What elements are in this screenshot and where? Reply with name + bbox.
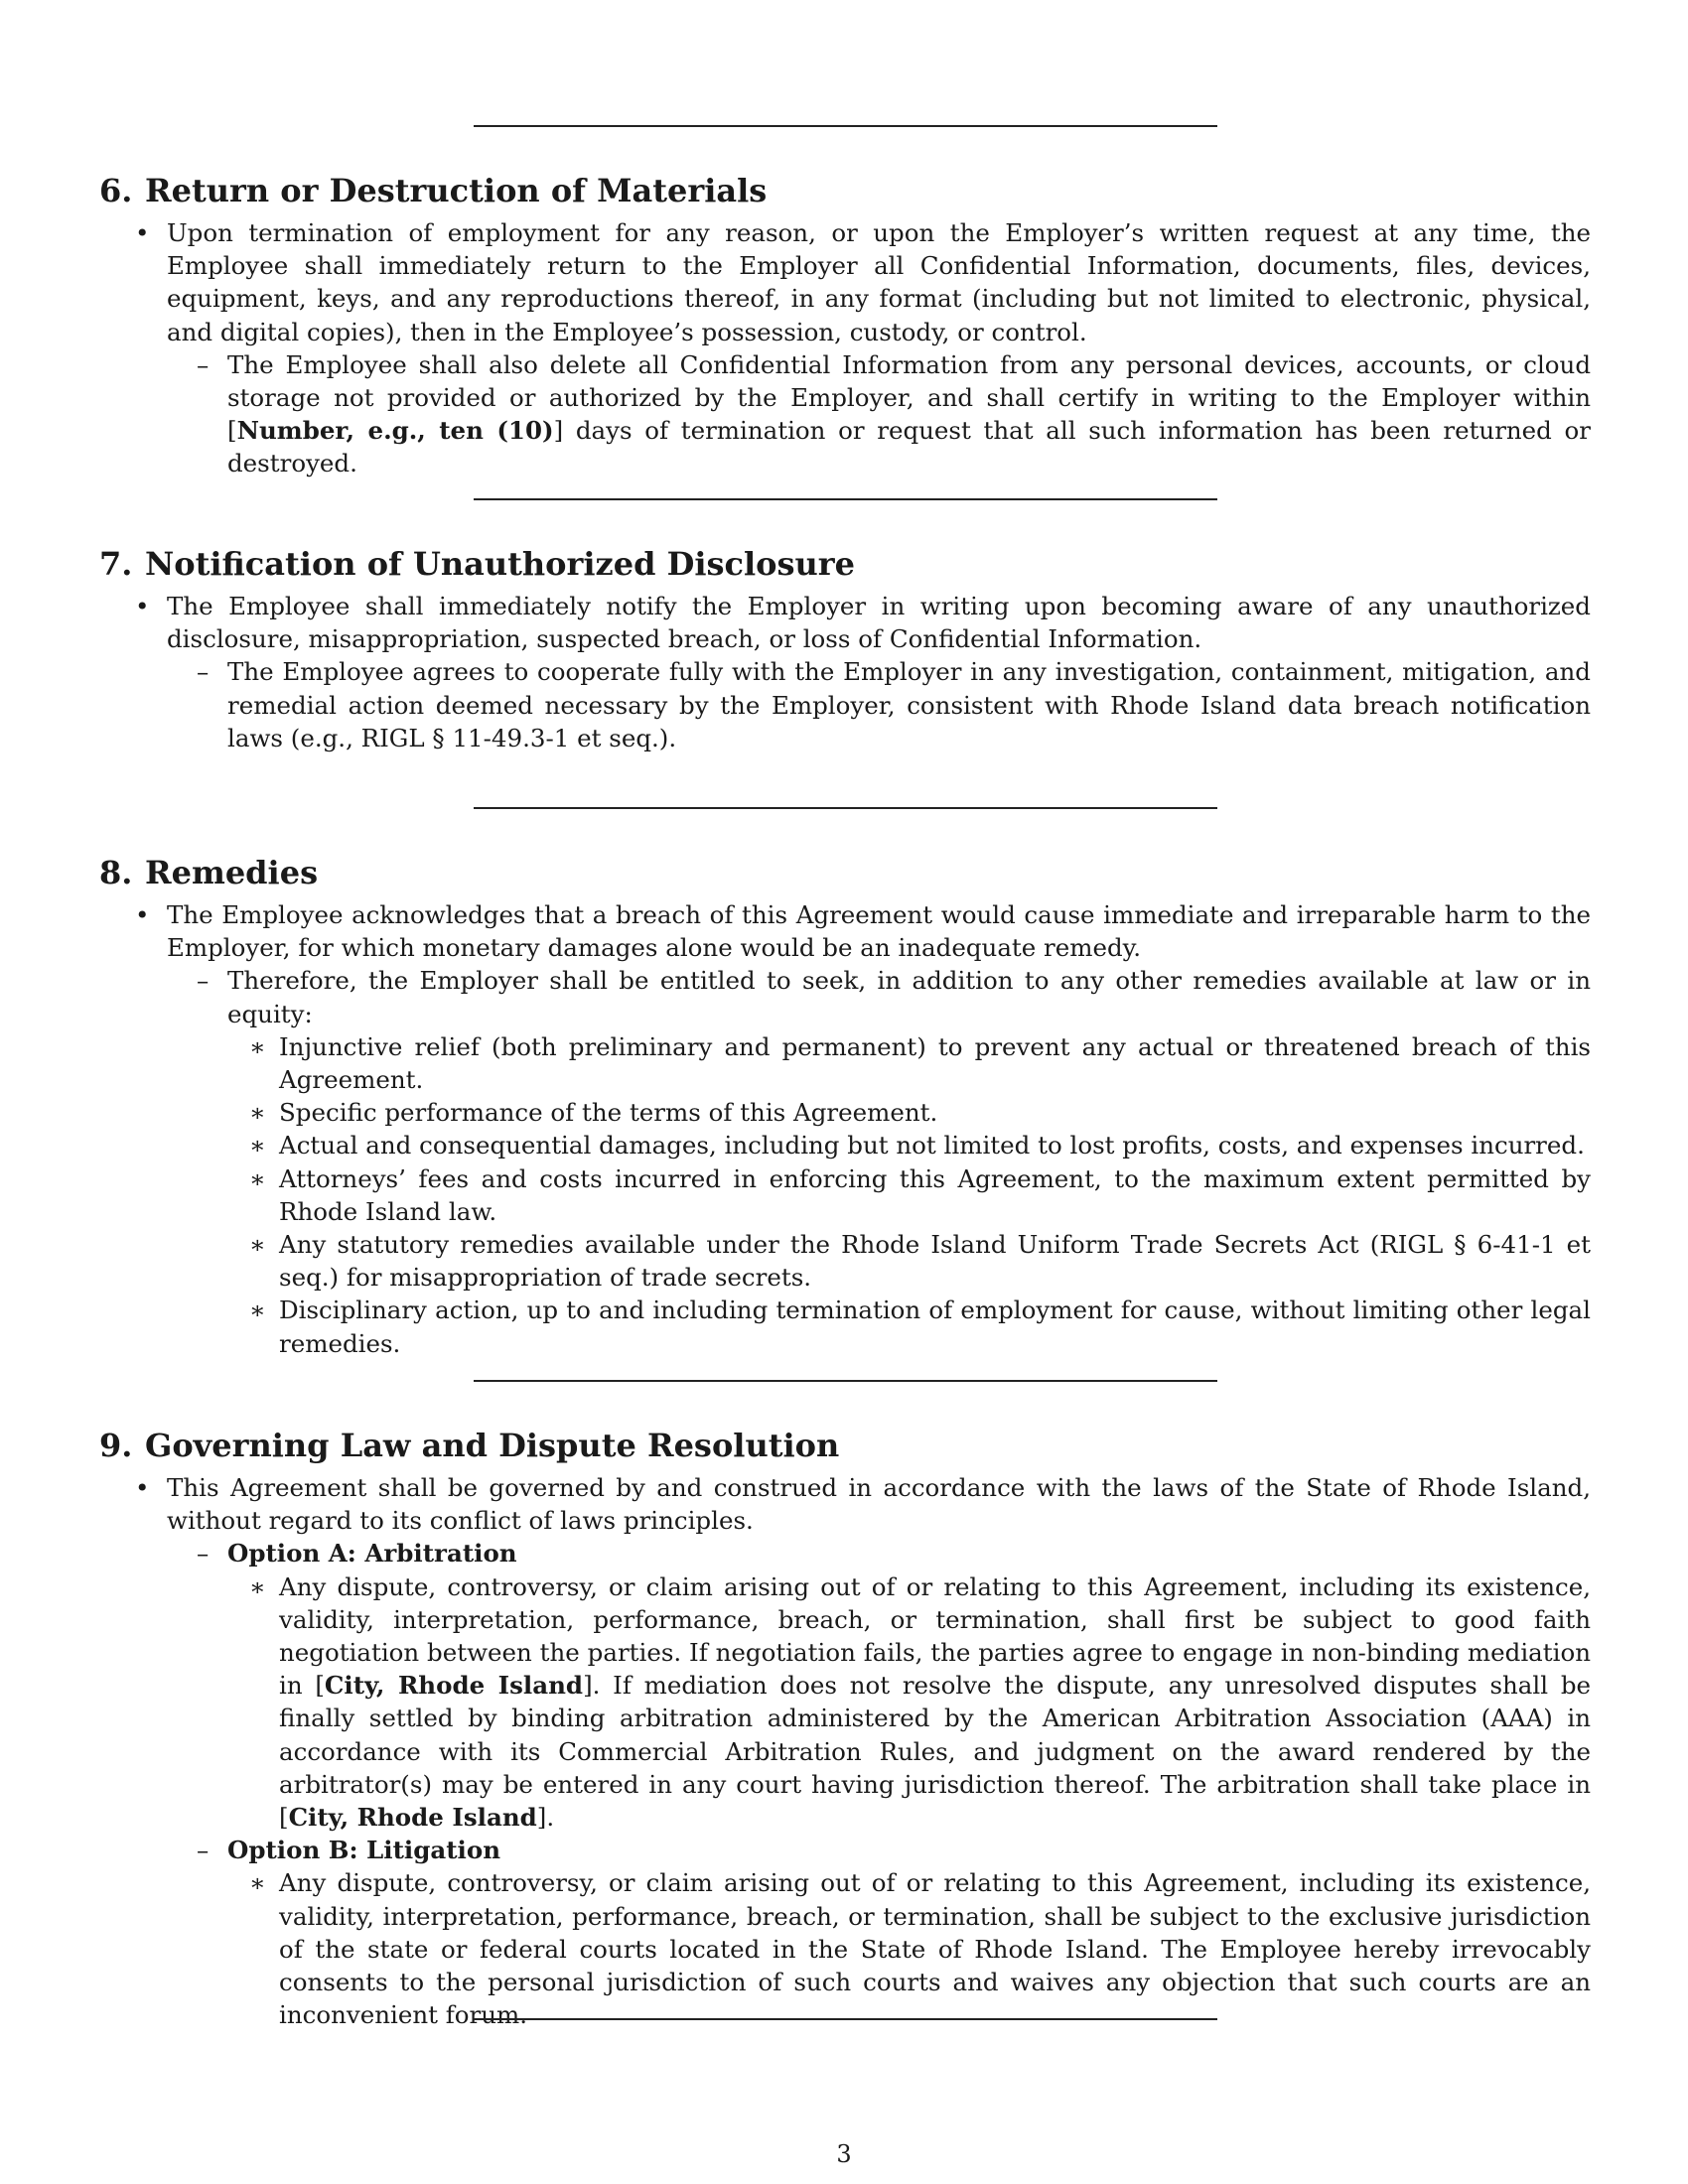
list-item: [99, 590, 1591, 754]
bullet-icon: •: [135, 218, 150, 247]
placeholder-field: City, Rhode Island: [288, 1803, 537, 1833]
section-divider: [474, 807, 1217, 809]
dash-icon: –: [197, 966, 210, 996]
option-text: [227, 1866, 1591, 2031]
dash-icon: –: [197, 657, 210, 687]
option-label: Option B: Litigation: [227, 1836, 501, 1865]
section-divider: [474, 125, 1217, 127]
paragraph-text: Therefore, the Employer shall be entitled to seek, in addition to any other remedies available at law or in equity:: [227, 966, 1591, 1028]
option-b: [167, 1834, 1591, 2031]
paragraph-text: The Employee shall also delete all Confidential Information from any personal devices, accounts, or cloud storage not provided or authorized by the Employer, and shall certify in writing to the Employer within [: [227, 349, 1591, 446]
remedy-item: [227, 1030, 1591, 1096]
section-number: 8.: [99, 854, 133, 891]
dash-icon: –: [197, 1836, 210, 1865]
remedy-item: [227, 1294, 1591, 1359]
section-8: [99, 853, 1591, 1360]
section-number: 6.: [99, 172, 133, 209]
paragraph-text: The Employee shall immediately notify the Employer in writing upon becoming aware of any unauthorized disclosure, misappropriation, suspected breach, or loss of Confidential Information.: [167, 592, 1591, 654]
option-label: Option A: Arbitration: [227, 1539, 517, 1569]
remedy-item: [227, 1129, 1591, 1161]
paragraph-text: The Employee agrees to cooperate fully with the Employer in any investigation, containment, mitigation, and remedial action deemed necessary by the Employer, consistent with Rhode Island data breach notification laws (e.g., RIGL § 11-49.3-1 et seq.).: [227, 657, 1591, 752]
paragraph-text: Injunctive relief (both preliminary and permanent) to prevent any actual or threatened breach of this Agreement.: [279, 1031, 1591, 1095]
paragraph-text: ] days of termination or request that all such information has been returned or destroyed.: [227, 416, 1591, 478]
remedy-item: [227, 1096, 1591, 1129]
bullet-icon: •: [135, 1473, 150, 1502]
section-title: Remedies: [145, 854, 319, 891]
section-title: Governing Law and Dispute Resolution: [145, 1427, 840, 1464]
paragraph-text: Attorneys’ fees and costs incurred in enforcing this Agreement, to the maximum extent permitted by Rhode Island law.: [279, 1163, 1591, 1226]
section-heading: [99, 171, 1591, 210]
star-icon: ∗: [249, 1098, 266, 1128]
paragraph-text: Specific performance of the terms of this Agreement.: [279, 1098, 938, 1128]
page-number: 3: [836, 2140, 852, 2168]
bullet-icon: •: [135, 592, 150, 620]
section-heading: [99, 853, 1591, 892]
section-number: 9.: [99, 1427, 133, 1464]
sub-list-item: [167, 964, 1591, 1359]
section-heading: [99, 1426, 1591, 1465]
placeholder-field: Number, e.g., ten (10): [236, 416, 554, 446]
section-title: Notification of Unauthorized Disclosure: [145, 545, 855, 583]
star-icon: ∗: [249, 1230, 266, 1260]
section-title: Return or Destruction of Materials: [145, 172, 768, 209]
star-icon: ∗: [249, 1571, 266, 1601]
section-7: [99, 544, 1591, 754]
list-item: [99, 1471, 1591, 2031]
section-divider: [474, 498, 1217, 500]
section-9: [99, 1426, 1591, 2031]
paragraph-text: ].: [536, 1803, 555, 1833]
paragraph-text: Any dispute, controversy, or claim arising out of or relating to this Agreement, including its existence, validity, interpretation, performance, breach, or termination, shall be subject to the exclusive jurisdiction of the state or federal courts located in the State of Rhode Island. The Employee hereby irrevocably consents to the personal jurisdiction of such courts and waives any objection that such courts are an inconvenient forum.: [279, 1868, 1591, 2030]
star-icon: ∗: [249, 1131, 266, 1160]
paragraph-text: ]. If mediation does not resolve the dispute, any unresolved disputes shall be finally settled by binding arbitration administered by the American Arbitration Association (AAA) in accordance with its Commercial Arbitration Rules, and judgment on the award rendered by the arbitrator(s) may be entered in any court having jurisdiction thereof. The arbitration shall take place in [: [279, 1671, 1592, 1833]
remedy-item: [227, 1228, 1591, 1294]
sub-list-item: [167, 655, 1591, 754]
section-heading: [99, 544, 1591, 584]
star-icon: ∗: [249, 1868, 266, 1898]
paragraph-text: Any statutory remedies available under the Rhode Island Uniform Trade Secrets Act (RIGL § 6-41-1 et seq.) for misappropriation of trade secrets.: [279, 1230, 1591, 1293]
dash-icon: –: [197, 1539, 210, 1569]
paragraph-text: The Employee acknowledges that a breach of this Agreement would cause immediate and irreparable harm to the Employer, for which monetary damages alone would be an inadequate remedy.: [167, 900, 1591, 963]
remedy-item: [227, 1162, 1591, 1228]
section-6: [99, 171, 1591, 480]
placeholder-field: City, Rhode Island: [324, 1671, 584, 1701]
paragraph-text: This Agreement shall be governed by and construed in accordance with the laws of the State of Rhode Island, without regard to its conflict of laws principles.: [167, 1473, 1591, 1536]
paragraph-text: Any dispute, controversy, or claim arising out of or relating to this Agreement, including its existence, validity, interpretation, performance, breach, or termination, shall first be subject to good faith negotiation between the parties. If negotiation fails, the parties agree to engage in non-binding mediation in [: [279, 1571, 1591, 1701]
paragraph-text: Actual and consequential damages, including but not limited to lost profits, costs, and expenses incurred.: [279, 1131, 1585, 1160]
star-icon: ∗: [249, 1163, 266, 1193]
section-divider: [474, 1380, 1217, 1382]
list-item: [99, 216, 1591, 480]
bullet-icon: •: [135, 900, 150, 929]
section-divider: [474, 2018, 1217, 2020]
paragraph-text: Upon termination of employment for any reason, or upon the Employer’s written request at any time, the Employee shall immediately return to the Employer all Confidential Information, documents, files, devices, equipment, keys, and any reproductions thereof, in any format (including but not limited to electronic, physical, and digital copies), then in the Employee’s possession, custody, or control.: [167, 218, 1591, 346]
option-text: [227, 1570, 1591, 1835]
star-icon: ∗: [249, 1031, 266, 1061]
star-icon: ∗: [249, 1296, 266, 1325]
option-a: [167, 1537, 1591, 1834]
list-item: [99, 898, 1591, 1360]
paragraph-text: Disciplinary action, up to and including termination of employment for cause, without limiting other legal remedies.: [279, 1296, 1591, 1358]
sub-list-item: [167, 348, 1591, 480]
dash-icon: –: [197, 349, 210, 379]
section-number: 7.: [99, 545, 133, 583]
